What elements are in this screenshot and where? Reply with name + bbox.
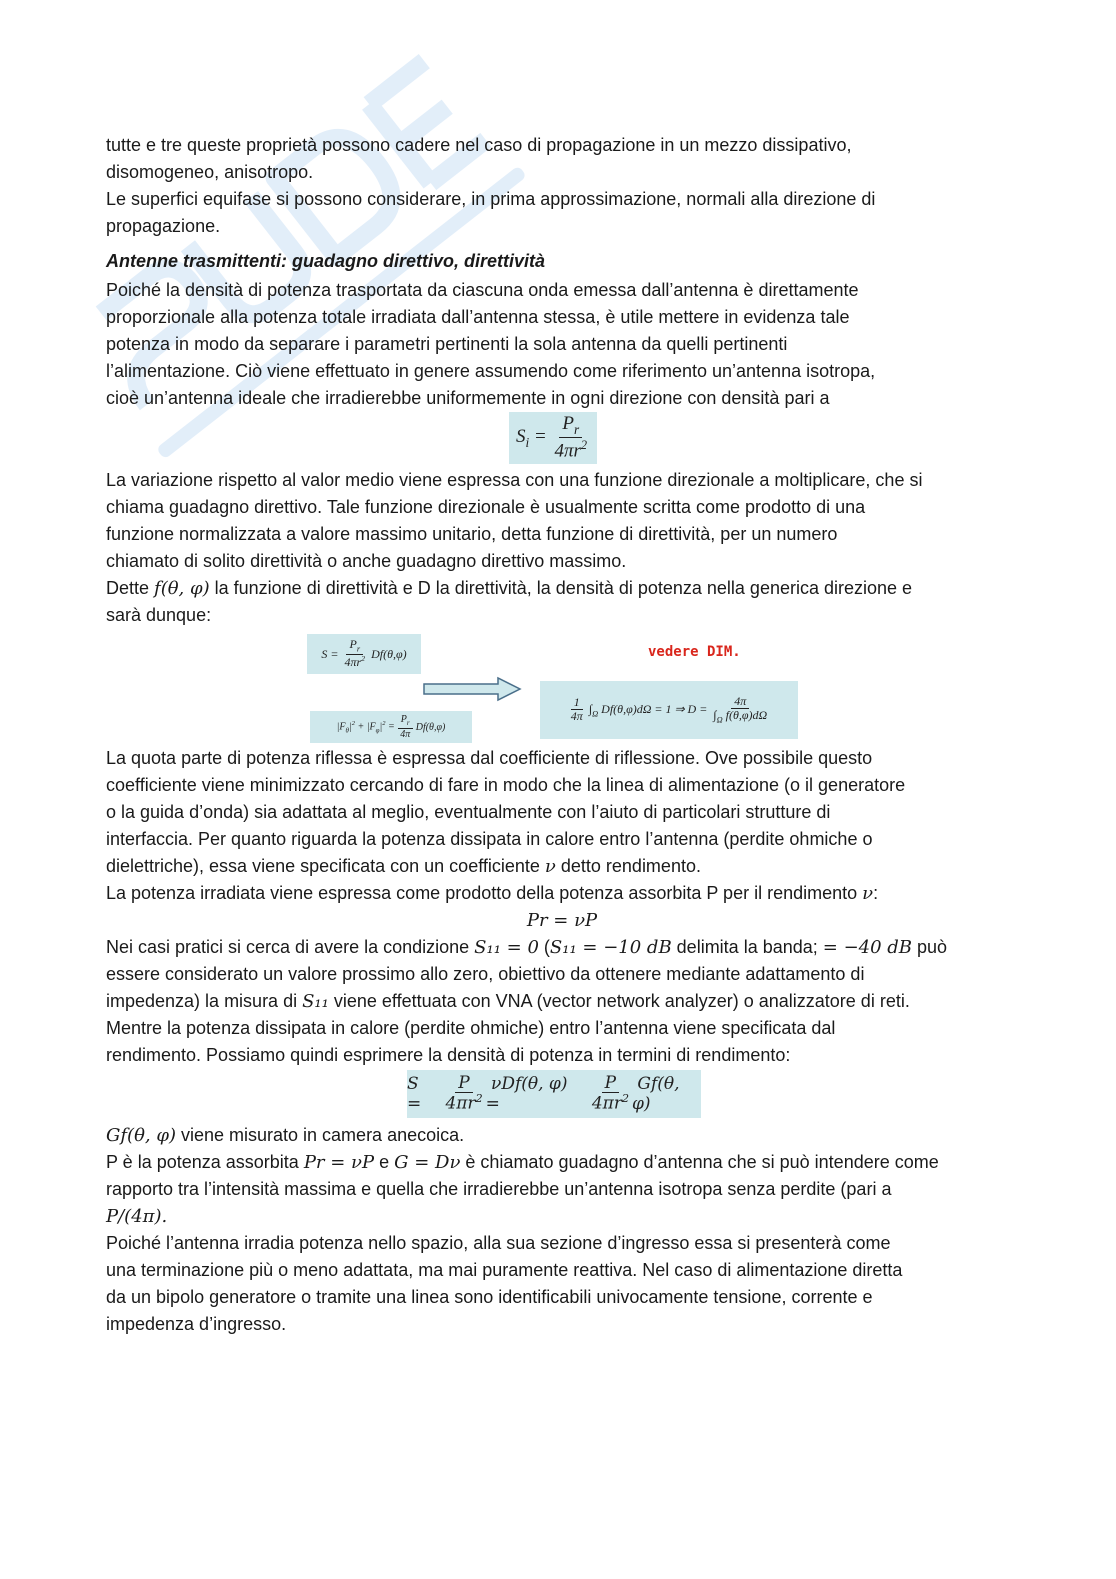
text-line: Le superfici equifase si possono considerare, in prima approssimazione, normali alla direzione di (106, 189, 876, 209)
text-line: da un bipolo generatore o tramite una linea sono identificabili univocamente tensione, corrente e (106, 1287, 873, 1307)
text-line: chiamato di solito direttività o anche guadagno direttivo massimo. (106, 551, 627, 571)
text-line: l’alimentazione. Ciò viene effettuato in genere assumendo come riferimento un’antenna isotropa, (106, 361, 876, 381)
text-line: Poiché la densità di potenza trasportata da ciascuna onda emessa dall’antenna è direttamente (106, 280, 859, 300)
text-line: proporzionale alla potenza totale irradiata dall’antenna stessa, è utile mettere in evidenza tale (106, 307, 850, 327)
text-line: propagazione. (106, 216, 221, 236)
text-line: tutte e tre queste proprietà possono cadere nel caso di propagazione in un mezzo dissipativo, (106, 135, 852, 155)
equation-radiated-power: Pr = νP (526, 910, 598, 931)
text-line: chiama guadagno direttivo. Tale funzione direzionale è usualmente scritta come prodotto di una (106, 497, 866, 517)
equation-isotropic-density: $S_i$ = $\frac{P_r}{4\pi r^2}$ (509, 412, 597, 464)
text-line: La quota parte di potenza riflessa è espressa dal coefficiente di riflessione. Ove possibile questo (106, 748, 873, 768)
text-line: coefficiente viene minimizzato cercando di fare in modo che la linea di alimentazione (o il generatore (106, 775, 906, 795)
arrow-icon (422, 676, 522, 702)
text-line: interfaccia. Per quanto riguarda la potenza dissipata in calore entro l’antenna (perdite ohmiche o (106, 829, 873, 849)
equation-density-gain: S = $\frac{P}{4\pi r^2}$ νDf(θ, φ) = $\frac{P}{4\pi r^2}$ Gf(θ, φ) (407, 1070, 701, 1118)
text-line: essere considerato un valore prossimo allo zero, obiettivo da ottenere mediante adattamento di (106, 964, 865, 984)
math-inline: ν (862, 883, 874, 904)
note-label: vedere DIM. (648, 644, 741, 660)
equation-field-power: $|F_\theta|^2 + |F_\varphi|^2$ = $\frac{P_r}{4\pi}$ Df(θ,φ) (310, 711, 472, 743)
equation-directivity-integral: $\frac{1}{4\pi}$ $\int_\Omega$ Df(θ,φ)dΩ = 1 ⇒ D = $\frac{4\pi}{\int_\Omega f(\theta,\varphi)d\Omega}$ (540, 681, 798, 739)
text-line: sarà dunque: (106, 605, 212, 625)
text-line: La potenza irradiata viene espressa come prodotto della potenza assorbita P per il rendimento ν: (106, 883, 879, 904)
text-line: rendimento. Possiamo quindi esprimere la densità di potenza in termini di rendimento: (106, 1045, 791, 1065)
text-line: Nei casi pratici si cerca di avere la condizione S₁₁ = 0 (S₁₁ = −10 dB delimita la banda; = −40 dB può (106, 937, 948, 958)
math-inline: f(θ, φ) (154, 578, 210, 599)
text-line: Gf(θ, φ) viene misurato in camera anecoica. (106, 1125, 465, 1146)
text-line: P è la potenza assorbita Pr = νP e G = Dν è chiamato guadagno d’antenna che si può intendere come (106, 1152, 939, 1173)
text-line: dielettriche), essa viene specificata con un coefficiente ν detto rendimento. (106, 856, 701, 877)
section-heading: Antenne trasmittenti: guadagno direttivo, direttività (106, 251, 546, 271)
text-line: P/(4π). (106, 1206, 168, 1227)
text-line: una terminazione più o meno adattata, ma mai puramente reattiva. Nel caso di alimentazione diretta (106, 1260, 903, 1280)
text-line: Poiché l’antenna irradia potenza nello spazio, alla sua sezione d’ingresso essa si presenterà come (106, 1233, 891, 1253)
text-line: rapporto tra l’intensità massima e quella che irradierebbe un’antenna isotropa senza perdite (pari a (106, 1179, 892, 1199)
text-line: Mentre la potenza dissipata in calore (perdite ohmiche) entro l’antenna viene specificata dal (106, 1018, 836, 1038)
equation-density-directivity: S = $\frac{P_r}{4\pi r^2}$ Df(θ,φ) (307, 634, 421, 674)
math-inline: ν (544, 856, 556, 877)
text-line: funzione normalizzata a valore massimo unitario, detta funzione di direttività, per un numero (106, 524, 838, 544)
text-line: impedenza) la misura di S₁₁ viene effettuata con VNA (vector network analyzer) o analizzatore di reti. (106, 991, 910, 1012)
text-line: Dette f(θ, φ) la funzione di direttività e D la direttività, la densità di potenza nella generica direzione e (106, 578, 913, 599)
text-line: La variazione rispetto al valor medio viene espressa con una funzione direzionale a moltiplicare, che si (106, 470, 923, 490)
text-line: o la guida d’onda) sia adattata al meglio, eventualmente con l’aiuto di particolari strutture di (106, 802, 831, 822)
text-line: potenza in modo da separare i parametri pertinenti la sola antenna da quelli pertinenti (106, 334, 788, 354)
text-line: impedenza d’ingresso. (106, 1314, 287, 1334)
text-line: cioè un’antenna ideale che irradierebbe uniformemente in ogni direzione con densità pari a (106, 388, 830, 408)
text-line: disomogeneo, anisotropo. (106, 162, 314, 182)
